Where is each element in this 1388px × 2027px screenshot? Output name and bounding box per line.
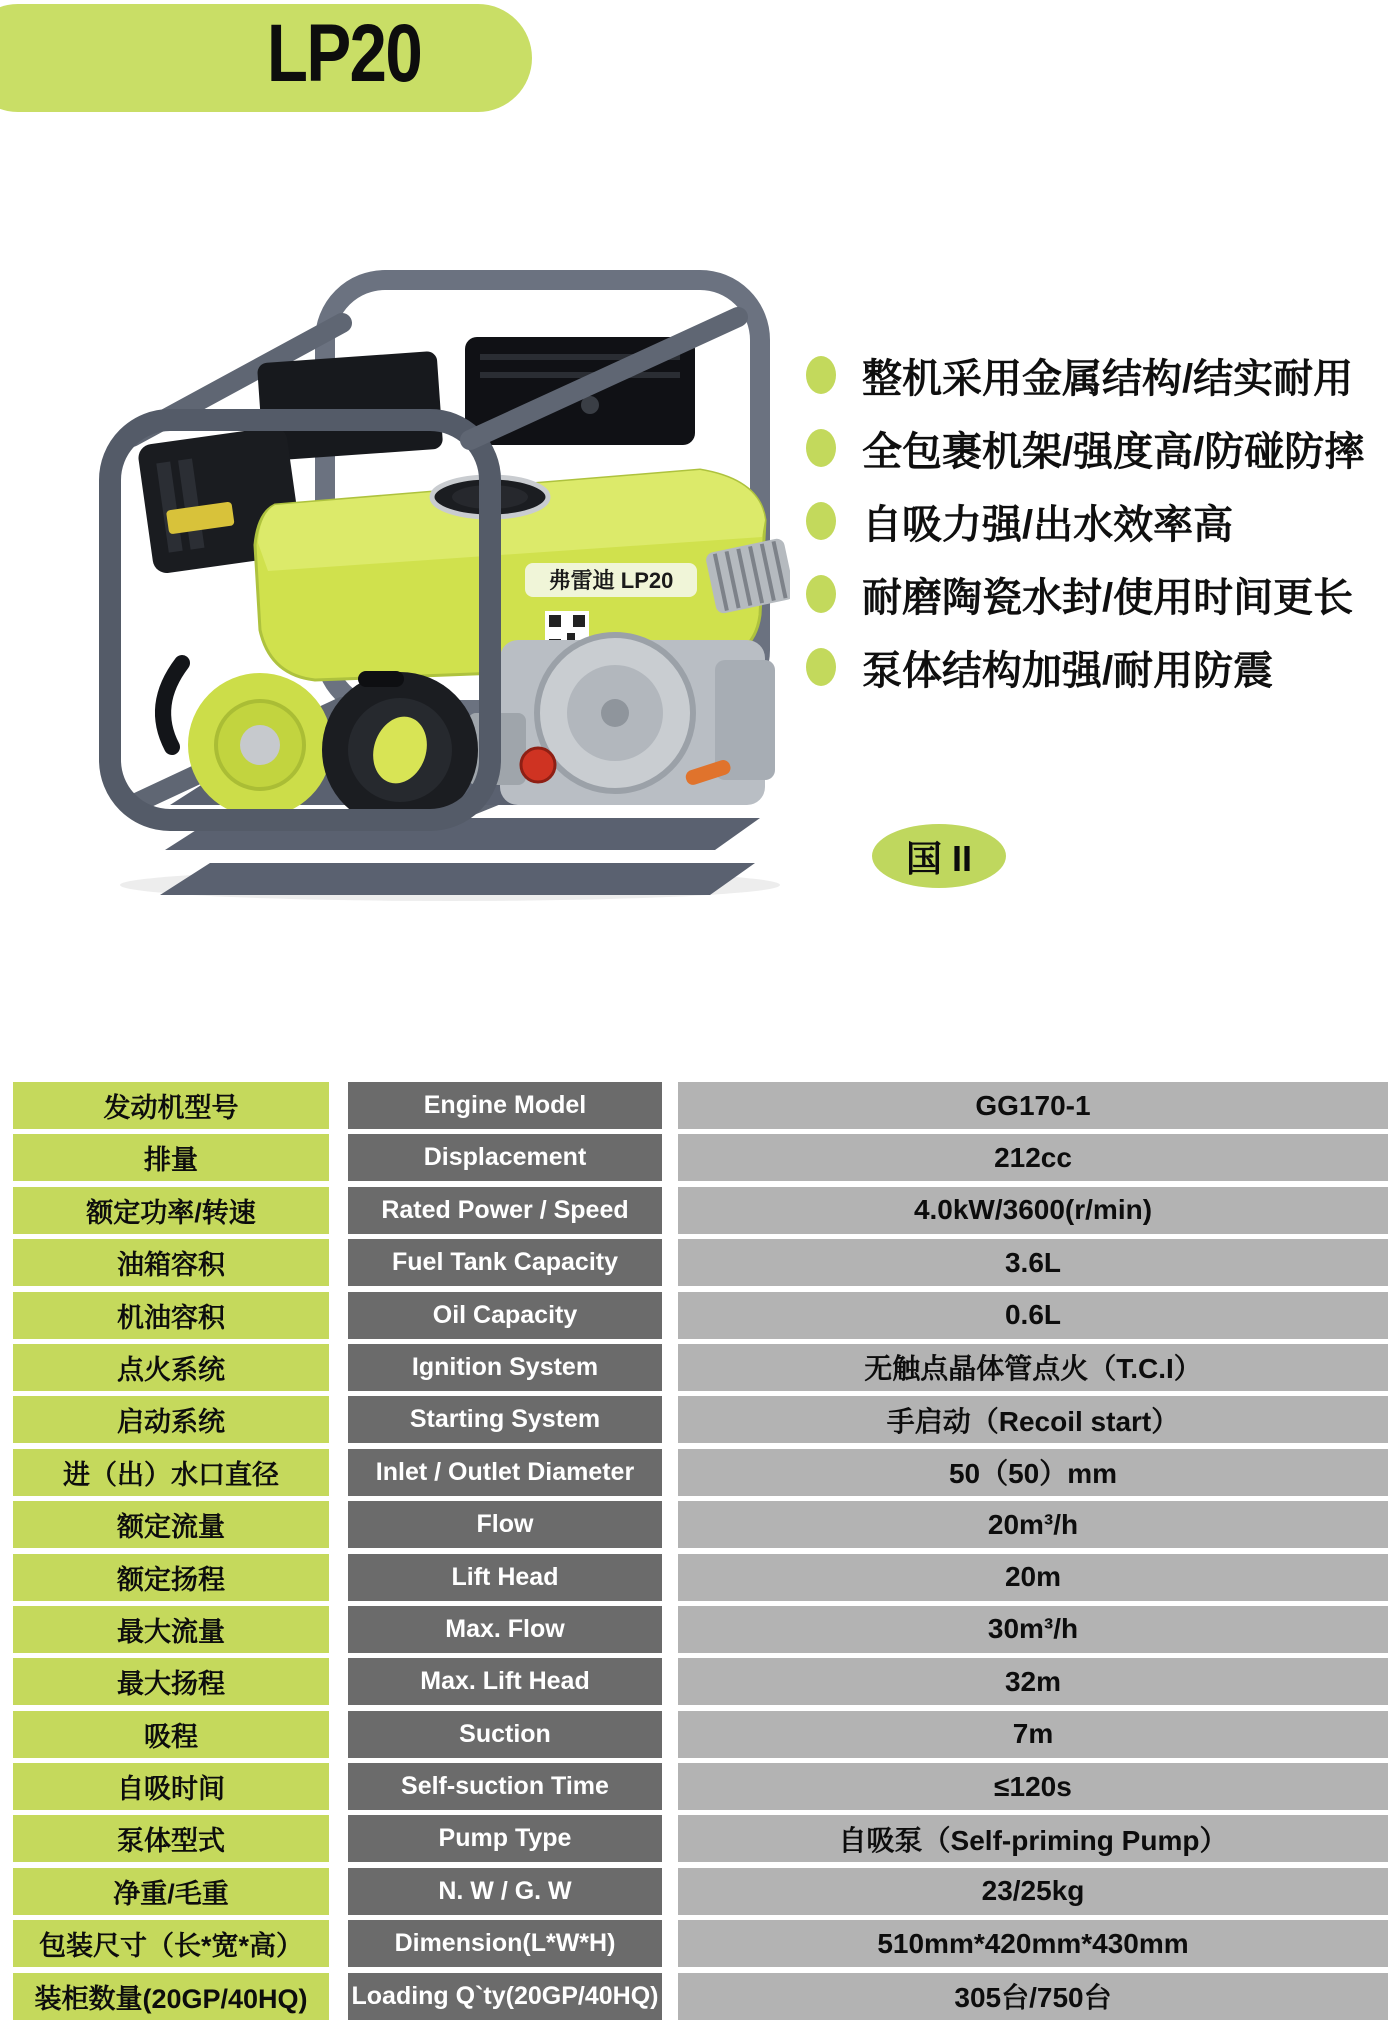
pump-volute — [188, 673, 332, 817]
spec-value: 0.6L — [678, 1292, 1388, 1339]
spec-value: 50（50）mm — [678, 1449, 1388, 1496]
spec-row — [13, 1973, 1388, 2020]
spec-label-cn: 额定功率/转速 — [13, 1187, 329, 1234]
feature-item — [806, 419, 1364, 477]
spec-label-en: Ignition System — [348, 1344, 662, 1391]
spec-label-en: Max. Lift Head — [348, 1658, 662, 1705]
feature-text: 耐磨陶瓷水封/使用时间更长 — [862, 575, 1354, 620]
spec-label-en: Self-suction Time — [348, 1763, 662, 1810]
spec-row — [13, 1396, 1388, 1443]
spec-value: 305台/750台 — [678, 1973, 1388, 2020]
spec-value: 3.6L — [678, 1239, 1388, 1286]
spec-value: 30m³/h — [678, 1606, 1388, 1653]
spec-row — [13, 1501, 1388, 1548]
product-photo — [70, 245, 790, 905]
spec-label-cn: 包装尺寸（长*宽*高） — [13, 1920, 329, 1967]
spec-row — [13, 1449, 1388, 1496]
spec-label-en: Starting System — [348, 1396, 662, 1443]
spec-label-cn: 机油容积 — [13, 1292, 329, 1339]
spec-label-en: Fuel Tank Capacity — [348, 1239, 662, 1286]
spec-value: 510mm*420mm*430mm — [678, 1920, 1388, 1967]
spec-label-cn: 泵体型式 — [13, 1815, 329, 1862]
spec-value: 20m — [678, 1554, 1388, 1601]
feature-text: 全包裹机架/强度高/防碰防摔 — [862, 429, 1365, 474]
feature-list — [806, 346, 1364, 711]
feature-item — [806, 565, 1364, 623]
pump-illustration — [70, 245, 790, 905]
bullet-icon — [806, 502, 836, 540]
spec-label-cn: 点火系统 — [13, 1344, 329, 1391]
impeller-cover — [240, 725, 280, 765]
spec-row — [13, 1187, 1388, 1234]
spec-label-cn: 发动机型号 — [13, 1082, 329, 1129]
spec-label-cn: 净重/毛重 — [13, 1868, 329, 1915]
spec-label-en: Rated Power / Speed — [348, 1187, 662, 1234]
emission-badge — [872, 824, 1006, 888]
spec-row — [13, 1711, 1388, 1758]
spec-label-en: N. W / G. W — [348, 1868, 662, 1915]
spec-label-cn: 装柜数量(20GP/40HQ) — [13, 1973, 329, 2020]
drain-handle — [163, 663, 182, 747]
spec-row — [13, 1239, 1388, 1286]
spec-label-cn: 排量 — [13, 1134, 329, 1181]
spec-row — [13, 1920, 1388, 1967]
spec-row — [13, 1606, 1388, 1653]
spec-value: 手启动（Recoil start） — [678, 1396, 1388, 1443]
spec-label-cn: 自吸时间 — [13, 1763, 329, 1810]
spec-label-cn: 进（出）水口直径 — [13, 1449, 329, 1496]
spec-row — [13, 1344, 1388, 1391]
emission-badge-label: 国 II — [905, 837, 972, 879]
spec-value: 4.0kW/3600(r/min) — [678, 1187, 1388, 1234]
spec-row — [13, 1134, 1388, 1181]
feature-item — [806, 638, 1364, 696]
spec-label-en: Lift Head — [348, 1554, 662, 1601]
spec-label-en: Engine Model — [348, 1082, 662, 1129]
spec-row — [13, 1292, 1388, 1339]
spec-label-en: Dimension(L*W*H) — [348, 1920, 662, 1967]
spec-label-en: Suction — [348, 1711, 662, 1758]
spec-label-en: Max. Flow — [348, 1606, 662, 1653]
spec-label-cn: 启动系统 — [13, 1396, 329, 1443]
feature-text: 整机采用金属结构/结实耐用 — [862, 356, 1354, 401]
tank-label: 弗雷迪 LP20 — [548, 568, 674, 593]
spec-table — [13, 1082, 1388, 2025]
spec-label-en: Inlet / Outlet Diameter — [348, 1449, 662, 1496]
feature-item — [806, 492, 1364, 550]
spec-label-en: Loading Q`ty(20GP/40HQ) — [348, 1973, 662, 2020]
spec-row — [13, 1763, 1388, 1810]
spec-value: GG170-1 — [678, 1082, 1388, 1129]
spec-label-cn: 最大扬程 — [13, 1658, 329, 1705]
spec-row — [13, 1815, 1388, 1862]
starter-grip — [358, 671, 404, 687]
spec-row — [13, 1082, 1388, 1129]
spec-label-en: Flow — [348, 1501, 662, 1548]
spec-value: ≤120s — [678, 1763, 1388, 1810]
bullet-icon — [806, 429, 836, 467]
spec-value: 无触点晶体管点火（T.C.I） — [678, 1344, 1388, 1391]
model-title: LP20 — [266, 8, 422, 100]
bullet-icon — [806, 575, 836, 613]
engine-block — [468, 635, 775, 805]
bullet-icon — [806, 356, 836, 394]
oil-cap-red — [521, 748, 555, 782]
spec-value: 7m — [678, 1711, 1388, 1758]
spec-label-en: Oil Capacity — [348, 1292, 662, 1339]
model-banner — [0, 4, 532, 112]
bullet-icon — [806, 648, 836, 686]
spec-value: 自吸泵（Self-priming Pump） — [678, 1815, 1388, 1862]
spec-value: 20m³/h — [678, 1501, 1388, 1548]
spec-label-cn: 吸程 — [13, 1711, 329, 1758]
spec-value: 212cc — [678, 1134, 1388, 1181]
spec-label-cn: 额定流量 — [13, 1501, 329, 1548]
spec-label-cn: 最大流量 — [13, 1606, 329, 1653]
feature-item — [806, 346, 1364, 404]
feature-text: 泵体结构加强/耐用防震 — [862, 648, 1274, 693]
spec-value: 32m — [678, 1658, 1388, 1705]
feature-text: 自吸力强/出水效率高 — [862, 502, 1234, 547]
spec-label-en: Displacement — [348, 1134, 662, 1181]
spec-value: 23/25kg — [678, 1868, 1388, 1915]
spec-row — [13, 1868, 1388, 1915]
spec-label-cn: 油箱容积 — [13, 1239, 329, 1286]
spec-label-cn: 额定扬程 — [13, 1554, 329, 1601]
spec-label-en: Pump Type — [348, 1815, 662, 1862]
spec-row — [13, 1554, 1388, 1601]
spec-row — [13, 1658, 1388, 1705]
